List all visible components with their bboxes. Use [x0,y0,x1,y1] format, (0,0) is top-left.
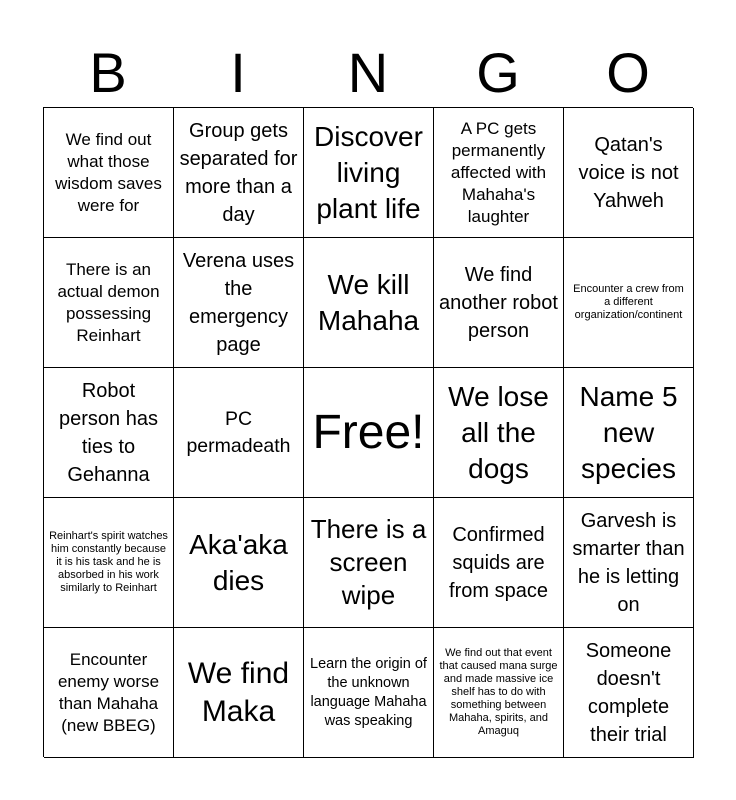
bingo-cell[interactable] [44,238,174,368]
bingo-cell[interactable] [434,368,564,498]
cell-text: Encounter enemy worse than Mahaha (new BBEG) [57,649,160,735]
cell-text: Garvesh is smarter than he is letting on [572,509,685,616]
cell-text: We find out that event that caused mana surge and made massive ice shelf has to do with something between Mahaha, spirits, and Amaguq [439,647,558,737]
cell-text: Learn the origin of the unknown language Mahaha was speaking [310,655,427,729]
cell-text: We lose all the dogs [448,380,549,484]
bingo-cell[interactable] [304,108,434,238]
bingo-cell[interactable] [564,238,694,368]
cell-text: Confirmed squids are from space [449,523,548,602]
cell-text: Group gets separated for more than a day [179,119,298,226]
bingo-cell[interactable] [174,368,304,498]
bingo-cell[interactable] [174,628,304,758]
bingo-cell[interactable] [174,238,304,368]
free-cell[interactable] [304,368,434,498]
bingo-cell[interactable] [44,368,174,498]
cell-text: There is an actual demon possessing Reinhart [57,259,160,345]
bingo-grid [43,107,693,757]
cell-text: PC permadeath [186,407,291,457]
cell-text: Qatan's voice is not Yahweh [578,133,679,212]
cell-text: Aka'aka dies [189,528,288,596]
cell-text: A PC gets permanently affected with Mahaha's laughter [450,118,547,226]
cell-text: Free! [312,405,425,459]
bingo-cell[interactable] [44,498,174,628]
bingo-cell[interactable] [564,498,694,628]
bingo-header [43,40,693,106]
bingo-cell[interactable] [564,628,694,758]
bingo-cell[interactable] [434,628,564,758]
cell-text: There is a screen wipe [310,514,427,610]
cell-text: Verena uses the emergency page [182,249,295,356]
bingo-cell[interactable] [304,238,434,368]
bingo-cell[interactable] [304,498,434,628]
cell-text: We find another robot person [439,263,558,342]
header-letter-i: I [230,41,246,104]
bingo-cell[interactable] [564,368,694,498]
bingo-cell[interactable] [434,498,564,628]
bingo-cell[interactable] [304,628,434,758]
bingo-cell[interactable] [174,498,304,628]
cell-text: Encounter a crew from a different organization/continent [573,283,684,321]
cell-text: We kill Mahaha [317,268,420,336]
cell-text: Name 5 new species [579,380,678,484]
header-letter-o: O [606,41,650,104]
bingo-cell[interactable] [174,108,304,238]
bingo-cell[interactable] [434,238,564,368]
cell-text: Someone doesn't complete their trial [585,639,672,746]
header-letter-b: B [89,41,127,104]
bingo-cell[interactable] [434,108,564,238]
cell-text: Reinhart's spirit watches him constantly because it is his task and he is absorbed in his work similarly to Reinhart [49,530,168,594]
bingo-cell[interactable] [564,108,694,238]
cell-text: We find out what those wisdom saves were for [55,129,162,215]
cell-text: Discover living plant life [314,120,423,224]
cell-text: We find Maka [187,656,290,728]
header-letter-g: G [476,41,520,104]
bingo-cell[interactable] [44,108,174,238]
cell-text: Robot person has ties to Gehanna [59,379,158,486]
bingo-cell[interactable] [44,628,174,758]
header-letter-n: N [347,41,389,104]
